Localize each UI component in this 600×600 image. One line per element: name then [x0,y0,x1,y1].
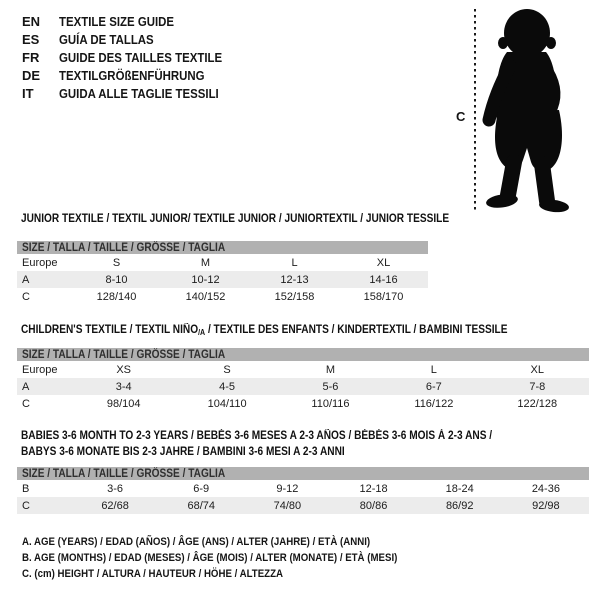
size-value-cell: 158/170 [363,290,404,303]
size-value-cell: 12-18 [359,482,388,495]
size-value-cell: 128/140 [96,290,137,303]
size-value-cell: L [291,256,298,269]
size-value-cell: 9-12 [276,482,299,495]
language-row-en [22,12,244,30]
language-label: TEXTILE SIZE GUIDE [59,13,175,29]
language-label: GUÍA DE TALLAS [59,31,154,47]
size-value-cell: 12-13 [250,271,339,288]
row-label-cell: Europe [22,363,58,376]
children-table-title: CHILDREN'S TEXTILE / TEXTIL NIÑO/A / TEXTILE DES ENFANTS / KINDERTEXTIL / BAMBINI TESSILE [21,324,508,337]
language-code: EN [22,13,41,29]
size-value-cell: 3-4 [72,378,175,395]
size-value-cell: 92/98 [503,497,589,514]
baby-silhouette-figure [450,2,600,216]
baby-silhouette [485,9,569,214]
size-value-cell: 140/152 [185,290,226,303]
table-row-height [17,497,589,514]
row-label-cell: B [22,482,30,495]
language-row-de [22,66,244,84]
language-label: GUIDA ALLE TAGLIE TESSILI [59,85,219,101]
row-label-cell: A [17,378,72,395]
table-row-height [17,288,428,305]
size-value-cell: 116/122 [414,397,454,410]
size-value-cell: L [430,363,437,376]
babies-title-line1: BABIES 3-6 MONTH TO 2-3 YEARS / BEBÉS 3-6 MESES A 2-3 AÑOS / BÉBÉS 3-6 MOIS À 2-3 ANS / [21,430,493,442]
size-value-cell: M [325,363,336,376]
table-row-europe [17,361,589,378]
table-row-height [17,395,589,412]
size-value-cell: 5-6 [279,378,382,395]
size-value-cell: 80/86 [330,497,416,514]
size-value-cell: 74/80 [244,497,330,514]
size-value-cell: 122/128 [517,397,558,410]
table-row-age [17,378,589,395]
table-row-age-months [17,480,589,497]
language-list [22,12,244,102]
size-header-row [17,241,428,254]
size-value-cell: 24-36 [531,482,560,495]
size-value-cell: XL [376,256,391,269]
size-value-cell: 18-24 [445,482,474,495]
junior-size-table [17,241,428,305]
size-header-bar: SIZE / TALLA / TAILLE / GRÖSSE / TAGLIA [17,348,589,361]
row-label-cell: C [22,397,30,410]
table-row-age [17,271,428,288]
babies-title-line2: BABYS 3-6 MONATE BIS 2-3 JAHRE / BAMBINI 3-6 MESI A 2-3 ANNI [21,446,345,458]
size-value-cell: 62/68 [72,497,158,514]
row-label-cell: C [17,497,72,514]
table-row-europe [17,254,428,271]
size-value-cell: 152/158 [274,290,315,303]
size-value-cell: 110/116 [311,397,350,410]
size-value-cell: XL [530,363,545,376]
language-code: IT [22,85,34,101]
size-value-cell: 4-5 [175,378,278,395]
language-row-it [22,84,244,102]
language-row-es [22,30,244,48]
footnote-b: B. AGE (MONTHS) / EDAD (MESES) / ÂGE (MOIS) / ALTER (MONATE) / ETÀ (MESI) [22,552,398,564]
footnote-legend [22,536,449,584]
size-value-cell: 8-10 [72,271,161,288]
size-value-cell: S [223,363,231,376]
babies-table-title [21,428,556,460]
height-measure-label: C [456,109,466,124]
language-code: ES [22,31,40,47]
size-value-cell: S [112,256,121,269]
size-header-row [17,348,589,361]
size-value-cell: 104/110 [207,397,247,410]
size-value-cell: 7-8 [486,378,589,395]
size-value-cell: 14-16 [339,271,428,288]
size-header-row [17,467,589,480]
language-row-fr [22,48,244,66]
size-value-cell: 6-7 [382,378,485,395]
size-value-cell: 3-6 [107,482,124,495]
children-size-table [17,348,589,412]
size-value-cell: M [200,256,211,269]
row-label-cell: A [17,271,72,288]
size-value-cell: 98/104 [106,397,141,410]
row-label-cell: Europe [22,256,58,269]
size-value-cell: 10-12 [161,271,250,288]
language-code: FR [22,49,40,65]
babies-size-table [17,467,589,514]
size-value-cell: 6-9 [193,482,210,495]
size-header-bar: SIZE / TALLA / TAILLE / GRÖSSE / TAGLIA [17,241,428,254]
language-label: GUIDE DES TAILLES TEXTILE [59,49,223,65]
size-value-cell: 68/74 [158,497,244,514]
footnote-a: A. AGE (YEARS) / EDAD (AÑOS) / ÂGE (ANS) / ALTER (JAHRE) / ETÀ (ANNI) [22,536,371,548]
size-value-cell: XS [116,363,132,376]
size-value-cell: 86/92 [417,497,503,514]
junior-table-title: JUNIOR TEXTILE / TEXTIL JUNIOR/ TEXTILE JUNIOR / JUNIORTEXTIL / JUNIOR TESSILE [21,213,450,225]
language-label: TEXTILGRÖßENFÜHRUNG [59,67,205,83]
row-label-cell: C [22,290,30,303]
size-header-bar: SIZE / TALLA / TAILLE / GRÖSSE / TAGLIA [17,467,589,480]
title-subscript: /A [198,328,206,337]
footnote-c: C. (cm) HEIGHT / ALTURA / HAUTEUR / HÖHE / ALTEZZA [22,568,284,580]
language-code: DE [22,67,41,83]
